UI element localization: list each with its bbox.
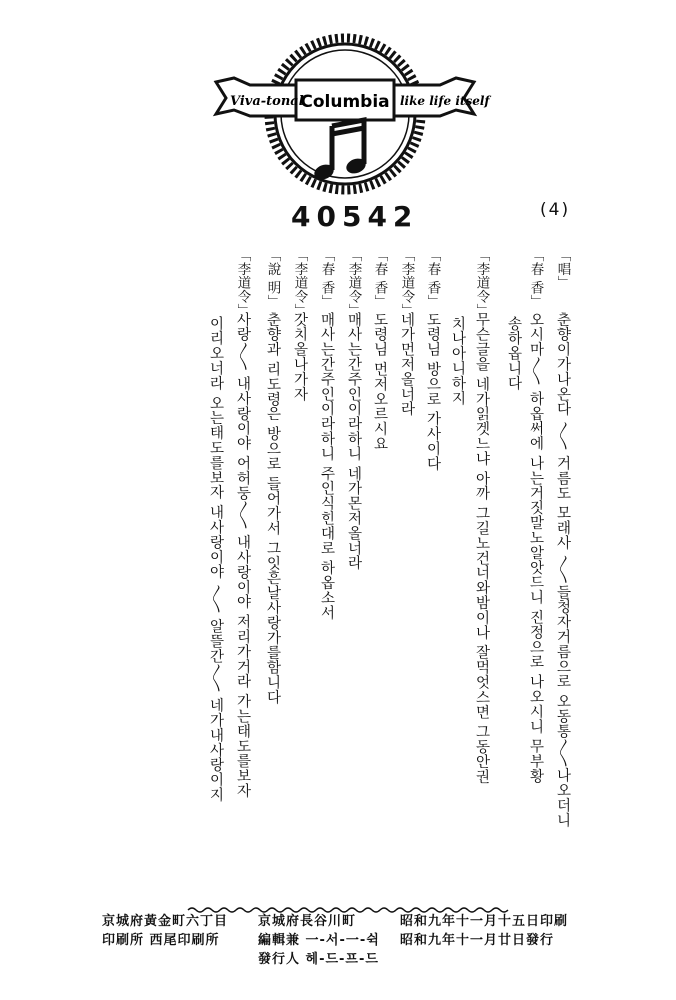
speaker-label: 「李道令」 bbox=[291, 248, 308, 318]
printer: 印刷所 西尾印刷所 bbox=[102, 933, 220, 948]
line-text: 치나아니하지 bbox=[449, 316, 466, 406]
speaker-label: 「春 香」 bbox=[527, 248, 544, 309]
line-text: 송하옵니다 bbox=[505, 316, 522, 391]
dialogue-line bbox=[319, 248, 334, 620]
speaker-label: 「李道令」 bbox=[473, 248, 490, 318]
editor: 編輯兼 一-서-一-쉭 bbox=[258, 933, 380, 948]
speaker-label: 「春 香」 bbox=[424, 248, 441, 309]
colophon-printer bbox=[102, 912, 228, 950]
dialogue-line bbox=[450, 316, 465, 405]
speaker-label: 「唱」 bbox=[554, 248, 571, 290]
line-text: 이리오너라 오는태도를보자 내사랑이야 〳〵 알뜰간〱 네가내사랑이지 bbox=[207, 316, 224, 803]
line-text: 오시마〳〵 하옵써에 나는거짓말노알앗드니 진정으로 나오시니 무부황 bbox=[527, 312, 544, 784]
speaker-label: 「春 香」 bbox=[318, 248, 335, 309]
line-text: 춘향이가나온다 〳〵 거름도 모래사 〱들청자거름으로 오동통〱나오더니 bbox=[554, 312, 571, 828]
line-text: 매사는간주인이라하니 주인식힌대로 하옵소서 bbox=[318, 312, 335, 621]
dialogue-line bbox=[372, 248, 387, 451]
speaker-label: 「李道令」 bbox=[234, 248, 251, 318]
line-text: 네가먼저올너라 bbox=[398, 312, 415, 417]
speaker-label: 「李道令」 bbox=[345, 248, 362, 318]
dialogue-line bbox=[506, 316, 521, 391]
issue-date: 昭和九年十一月廿日發行 bbox=[400, 933, 555, 948]
page-number: (4) bbox=[540, 200, 571, 220]
dialogue-line bbox=[292, 248, 307, 401]
dialogue-line bbox=[474, 248, 489, 784]
speaker-label: 「說 明」 bbox=[264, 248, 281, 309]
publisher-address: 京城府長谷川町 bbox=[258, 914, 357, 929]
logo-left-text: Viva-tonal bbox=[230, 94, 304, 109]
dialogue-line bbox=[555, 248, 570, 828]
dialogue-line bbox=[208, 316, 223, 802]
colophon-dates bbox=[400, 912, 568, 950]
colophon-publisher bbox=[258, 912, 380, 969]
dialogue-line bbox=[235, 248, 250, 798]
printer-address: 京城府黃金町六丁目 bbox=[102, 914, 229, 929]
dialogue-line bbox=[346, 248, 361, 570]
line-text: 도령님 먼저오르시요 bbox=[371, 312, 388, 452]
speaker-label: 「李道令」 bbox=[398, 248, 415, 318]
line-text: 도령님 방으로 가사이다 bbox=[424, 312, 441, 472]
logo-right-text: like life itself bbox=[400, 94, 490, 108]
speaker-label: 「春 香」 bbox=[371, 248, 388, 309]
print-date: 昭和九年十一月十五日印刷 bbox=[400, 914, 569, 929]
line-text: 사랑〳〵 내사랑이야 어허둥〱 내사랑이야 저리가거라 가는태도를보자 bbox=[234, 312, 251, 799]
dialogue-line bbox=[265, 248, 280, 705]
line-text: 매사는간주인이라하니 네가몬저올너라 bbox=[345, 312, 362, 571]
dialogue-line bbox=[425, 248, 440, 471]
dialogue-line bbox=[399, 248, 414, 416]
line-text: 무슨글을 네가읽겟느냐 아까 그길노건너와밤이나 잘먹엇스면 그동안권 bbox=[473, 312, 490, 785]
line-text: 춘향과 리도령은 방으로 들어가서 그잇흔날사랑가를함니다 bbox=[264, 312, 281, 705]
line-text: 갓치올나가자 bbox=[291, 312, 308, 402]
logo-brand: Columbia bbox=[300, 92, 390, 112]
dialogue-line bbox=[528, 248, 543, 784]
publisher: 發行人 헤-드-프-드 bbox=[258, 952, 379, 967]
catalog-number: 40542 bbox=[291, 200, 419, 233]
columbia-logo bbox=[214, 30, 490, 198]
